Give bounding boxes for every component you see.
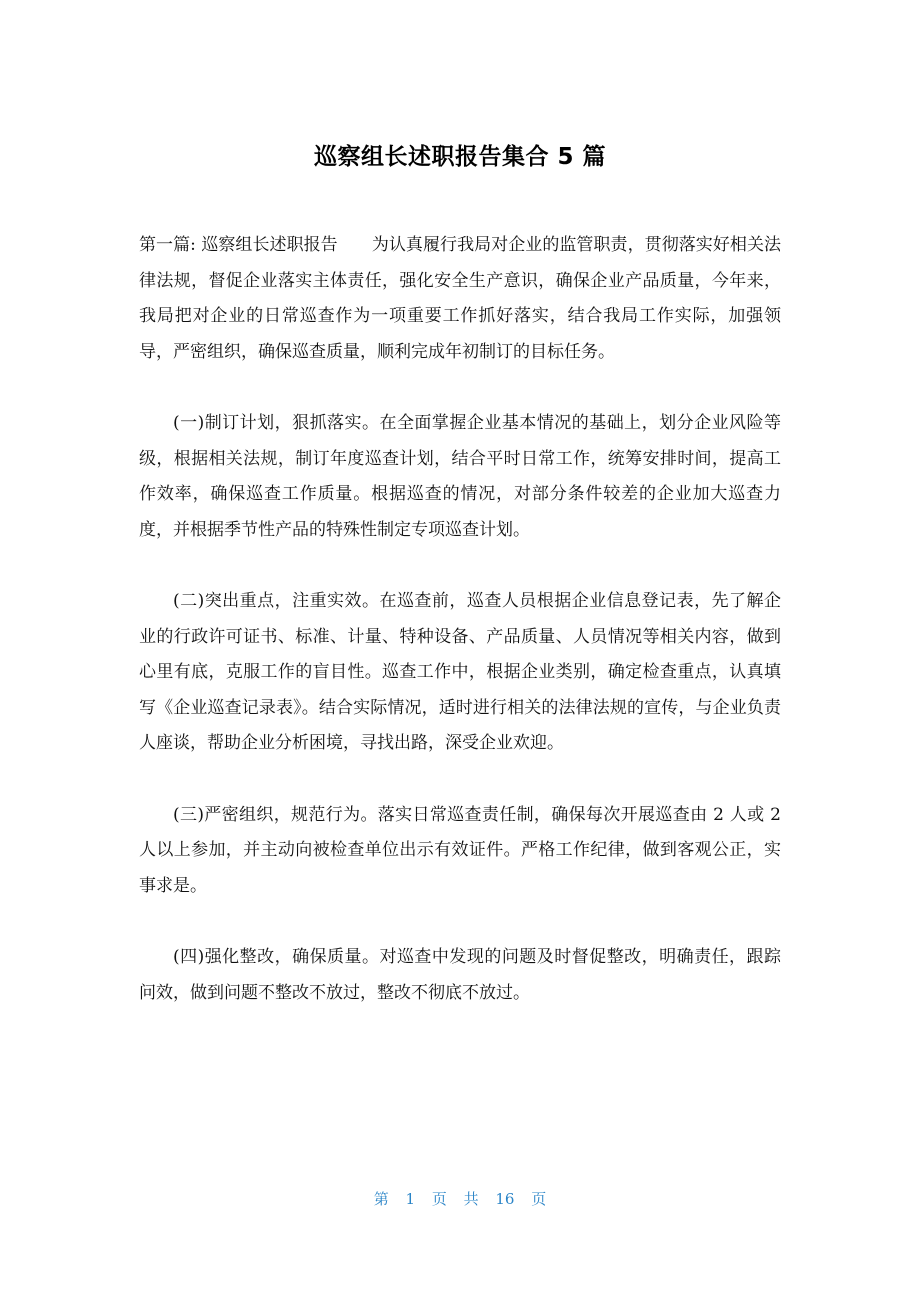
document-title: 巡察组长述职报告集合 5 篇 [313,144,607,170]
paragraph-section-3: (三)严密组织，规范行为。落实日常巡查责任制，确保每次开展巡查由 2 人或 2 人以上参加，并主动向被检查单位出示有效证件。严格工作纪律，做到客观公正，实事求是。 [139,804,781,896]
page-number-footer: 第 1 页 共 16 页 [373,1190,547,1208]
paragraph-section-4: (四)强化整改，确保质量。对巡查中发现的问题及时督促整改，明确责任，跟踪问效，做到问题不整改不放过，整改不彻底不放过。 [139,947,781,1003]
paragraph-intro: 第一篇: 巡察组长述职报告 为认真履行我局对企业的监管职责，贯彻落实好相关法律法规，督促企业落实主体责任，强化安全生产意识，确保企业产品质量，今年来，我局把对企业的日常巡查作为一项重要工作抓好落实，结合我局工作实际，加强领导，严密组织，确保巡查质量，顺利完成年初制订的目标任务。 [139,235,781,362]
paragraph-section-2: (二)突出重点，注重实效。在巡查前，巡查人员根据企业信息登记表，先了解企业的行政许可证书、标准、计量、特种设备、产品质量、人员情况等相关内容，做到心里有底，克服工作的盲目性。巡查工作中，根据企业类别，确定检查重点，认真填写《企业巡查记录表》。结合实际情况，适时进行相关的法律法规的宣传，与企业负责人座谈，帮助企业分析困境，寻找出路，深受企业欢迎。 [139,591,781,753]
paragraph-section-1: (一)制订计划，狠抓落实。在全面掌握企业基本情况的基础上，划分企业风险等级，根据相关法规，制订年度巡查计划，结合平时日常工作，统筹安排时间，提高工作效率，确保巡查工作质量。根据巡查的情况，对部分条件较差的企业加大巡查力度，并根据季节性产品的特殊性制定专项巡查计划。 [139,413,781,540]
document-body [139,228,781,1047]
